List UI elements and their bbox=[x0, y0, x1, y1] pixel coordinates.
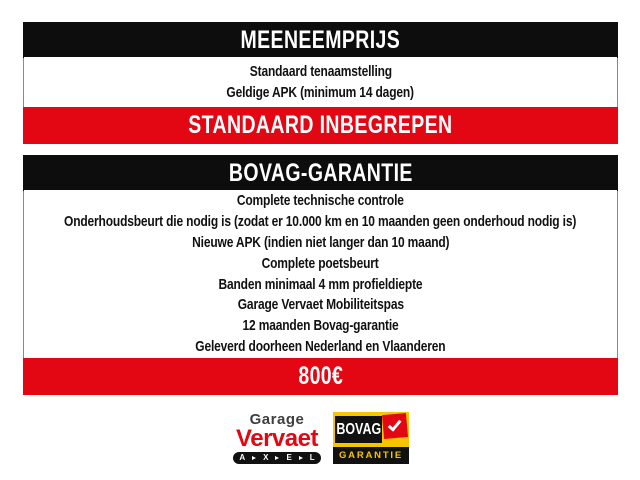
warranty-item: 12 maanden Bovag-garantie bbox=[242, 317, 399, 335]
bovag-logo-name-box bbox=[335, 416, 382, 443]
axel-letter: L bbox=[309, 453, 315, 462]
price-value: 800€ bbox=[298, 362, 343, 390]
bovag-garantie-logo bbox=[333, 412, 409, 464]
meeneemprijs-header-bar bbox=[23, 22, 618, 58]
price-banner bbox=[23, 358, 618, 395]
warranty-item: Complete poetsbeurt bbox=[262, 254, 379, 272]
bovag-logo-subtitle: GARANTIE bbox=[338, 449, 403, 461]
garage-vervaet-logo bbox=[231, 412, 323, 464]
triangle-separator-icon bbox=[275, 456, 279, 460]
warranty-item: Geleverd doorheen Nederland en Vlaanderen bbox=[195, 337, 446, 355]
warranty-item: Onderhoudsbeurt die nodig is (zodat er 10.000 km en 10 maanden geen onderhoud nodig is) bbox=[64, 213, 577, 231]
warranty-item: Complete technische controle bbox=[237, 192, 404, 210]
bovag-check-square bbox=[382, 413, 408, 439]
warranty-item: Nieuwe APK (indien niet langer dan 10 maand) bbox=[191, 233, 450, 251]
bovag-garantie-body bbox=[24, 190, 617, 359]
bovag-garantie-title: BOVAG-GARANTIE bbox=[228, 158, 413, 187]
bovag-logo-bottom bbox=[333, 447, 409, 464]
meeneemprijs-title: MEENEEMPRIJS bbox=[240, 25, 401, 54]
axel-city-badge bbox=[233, 452, 321, 464]
triangle-separator-icon bbox=[299, 456, 303, 460]
triangle-separator-icon bbox=[252, 456, 256, 460]
included-item: Geldige APK (minimum 14 dagen) bbox=[226, 83, 415, 101]
bovag-logo-name: BOVAG bbox=[336, 420, 381, 438]
included-item: Standaard tenaamstelling bbox=[249, 62, 392, 80]
meeneemprijs-body bbox=[24, 57, 617, 108]
bovag-garantie-header-bar bbox=[23, 155, 618, 191]
warranty-item: Garage Vervaet Mobiliteitspas bbox=[237, 296, 404, 314]
axel-letter: E bbox=[286, 453, 292, 462]
bovag-garantie-card bbox=[23, 155, 618, 395]
standaard-inbegrepen-banner bbox=[23, 107, 618, 144]
checkmark-icon bbox=[387, 417, 401, 431]
axel-letter: X bbox=[263, 453, 269, 462]
garage-vervaet-logo-top-text: Garage bbox=[249, 411, 305, 428]
footer-logos bbox=[0, 412, 640, 464]
warranty-item: Banden minimaal 4 mm profieldiepte bbox=[218, 275, 423, 293]
axel-letter: A bbox=[239, 453, 246, 462]
standaard-inbegrepen-label: STANDAARD INBEGREPEN bbox=[188, 111, 453, 139]
garage-vervaet-logo-name: Vervaet bbox=[236, 425, 318, 452]
bovag-logo-top bbox=[333, 412, 409, 447]
meeneemprijs-card bbox=[23, 22, 618, 144]
